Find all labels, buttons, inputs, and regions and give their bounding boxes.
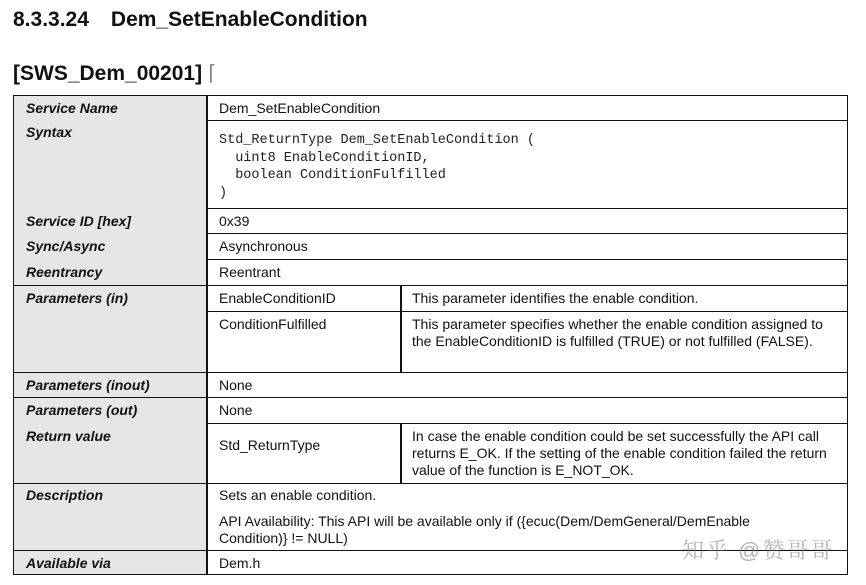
params-out-value: None [219, 402, 253, 418]
service-name-value: Dem_SetEnableCondition [219, 100, 381, 116]
label-available-via: Available via [26, 555, 111, 571]
label-service-name: Service Name [26, 100, 118, 116]
row-divider [208, 208, 848, 209]
label-parameters-out: Parameters (out) [26, 402, 138, 418]
row-divider [208, 120, 848, 121]
api-spec-table [13, 95, 848, 575]
column-divider [400, 285, 402, 372]
label-parameters-inout: Parameters (inout) [26, 377, 150, 393]
column-divider [400, 423, 402, 483]
syntax-line: uint8 EnableConditionID, [219, 150, 430, 166]
param-in-description: This parameter identifies the enable condition. [412, 290, 699, 306]
return-value-description: In case the enable condition could be set successfully the API call returns E_OK. If the setting of the enable condition failed the return value of the function is E_NOT_OK. [412, 428, 827, 478]
section-divider [14, 397, 848, 398]
syntax-code-block [219, 132, 535, 202]
param-in-name: EnableConditionID [219, 290, 336, 306]
label-return-value: Return value [26, 428, 111, 444]
param-in-name: ConditionFulfilled [219, 316, 327, 332]
label-syntax: Syntax [26, 124, 72, 140]
syntax-line: Std_ReturnType Dem_SetEnableCondition ( [219, 133, 535, 148]
params-inout-value: None [219, 377, 253, 393]
row-divider [208, 233, 848, 234]
reentrancy-value: Reentrant [219, 264, 281, 280]
section-divider [14, 285, 848, 286]
label-reentrancy: Reentrancy [26, 264, 103, 280]
section-divider [14, 372, 848, 373]
description-line-2: API Availability: This API will be available only if ({ecuc(Dem/DemGeneral/DemEnable Condition)} != NULL) [219, 513, 750, 546]
description-line-1: Sets an enable condition. [219, 487, 377, 503]
sync-async-value: Asynchronous [219, 238, 308, 254]
return-type-value: Std_ReturnType [219, 437, 321, 453]
section-heading [13, 8, 368, 32]
service-id-value: 0x39 [219, 213, 250, 229]
label-service-id: Service ID [hex] [26, 213, 132, 229]
section-title: Dem_SetEnableCondition [110, 8, 368, 31]
label-sync-async: Sync/Async [26, 238, 106, 254]
label-parameters-in: Parameters (in) [26, 290, 128, 306]
watermark: 知乎 @赞哥哥 [682, 538, 835, 563]
syntax-line: boolean ConditionFulfilled [219, 168, 446, 183]
section-number: 8.3.3.24 [13, 8, 89, 31]
section-divider [14, 483, 848, 484]
requirement-id [13, 61, 216, 86]
param-in-description: This parameter specifies whether the enable condition assigned to the EnableConditionID is fulfilled (TRUE) or not fulfilled (FALSE). [412, 316, 823, 349]
syntax-line: ) [219, 185, 228, 201]
label-description: Description [26, 487, 104, 503]
available-via-value: Dem.h [219, 555, 261, 571]
row-divider [208, 259, 848, 260]
requirement-open-bracket-icon: ⌈ [208, 62, 217, 85]
row-divider [208, 423, 848, 424]
row-divider [208, 311, 848, 312]
requirement-id-text: [SWS_Dem_00201] [13, 62, 203, 85]
